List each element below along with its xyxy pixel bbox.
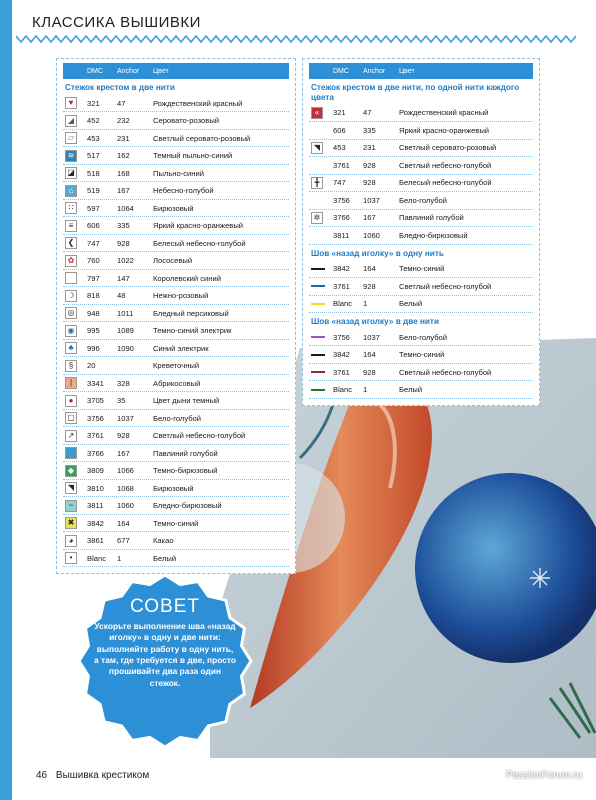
- table-header: [63, 63, 289, 79]
- anchor-code: 1037: [363, 332, 380, 342]
- anchor-code: 232: [117, 116, 130, 126]
- dmc-code: 3766: [333, 213, 350, 223]
- dmc-code: 3761: [333, 367, 350, 377]
- dmc-code: 948: [87, 308, 100, 318]
- page-header-title: КЛАССИКА ВЫШИВКИ: [32, 14, 201, 31]
- anchor-code: 1064: [117, 203, 134, 213]
- symbol-icon: ☽: [65, 290, 77, 302]
- dmc-code: 3842: [333, 264, 350, 274]
- color-name: Темно-синий: [399, 264, 445, 274]
- symbol-icon: ◆: [65, 465, 77, 477]
- symbol-icon: ▱: [65, 132, 77, 144]
- color-name: Цвет дыни темный: [153, 396, 220, 406]
- table-row: [63, 252, 289, 270]
- magazine-name: Вышивка крестиком: [55, 770, 150, 781]
- line-swatch-icon: [311, 336, 325, 338]
- color-name: Белый: [399, 299, 423, 309]
- color-name: Пыльно-синий: [153, 168, 204, 178]
- line-swatch-icon: [311, 371, 325, 373]
- dmc-code: 760: [87, 256, 100, 266]
- table-row: [63, 287, 289, 305]
- anchor-code: 1: [363, 385, 368, 395]
- table-row: [63, 130, 289, 148]
- table-row: [309, 261, 533, 279]
- anchor-code: 1: [363, 299, 368, 309]
- dmc-code: 818: [87, 291, 100, 301]
- table-header: [309, 63, 533, 79]
- dmc-code: 3766: [87, 448, 104, 458]
- color-name: Светлый серовато-розовый: [153, 133, 251, 143]
- column-color: Цвет: [399, 67, 415, 75]
- dmc-code: 321: [333, 108, 346, 118]
- symbol-icon: ~: [65, 500, 77, 512]
- symbol-icon: §: [65, 360, 77, 372]
- symbol-icon: ╋: [311, 177, 323, 189]
- color-name: Яркий красно-оранжевый: [399, 125, 490, 135]
- zigzag-divider: [16, 34, 576, 44]
- table-row: [309, 227, 533, 245]
- table-row: [309, 381, 533, 399]
- dmc-code: 995: [87, 326, 100, 336]
- dmc-code: Blanc: [333, 299, 352, 309]
- symbol-icon: ◪: [65, 167, 77, 179]
- color-name: Креветочный: [153, 361, 200, 371]
- column-dmc: DMC: [333, 67, 349, 75]
- dmc-code: 519: [87, 186, 100, 196]
- anchor-code: 1068: [117, 483, 134, 493]
- color-name: Белый: [153, 553, 177, 563]
- dmc-code: 606: [87, 221, 100, 231]
- dmc-code: 3761: [333, 160, 350, 170]
- table-row: [309, 329, 533, 347]
- table-row: [63, 217, 289, 235]
- symbol-icon: ◢: [65, 115, 77, 127]
- right-rows-backstitch-two: [309, 329, 533, 399]
- column-color: Цвет: [153, 67, 169, 75]
- table-row: [309, 157, 533, 175]
- symbol-icon: ♣: [65, 342, 77, 354]
- anchor-code: 168: [117, 168, 130, 178]
- advice-text: Ускорьте выполнение шва «назад иголку» в одну и две нити: выполняйте работу в одну нить, а там, где требуется в две, просто прошивайте два раза один стежок.: [94, 621, 236, 688]
- color-name: Темно-синий электрик: [153, 326, 232, 336]
- line-swatch-icon: [311, 303, 325, 305]
- symbol-icon: |: [65, 377, 77, 389]
- color-name: Нежно-розовый: [153, 291, 209, 301]
- table-row: [309, 175, 533, 193]
- table-row: [63, 480, 289, 498]
- table-row: [63, 147, 289, 165]
- dmc-code: 517: [87, 151, 100, 161]
- color-name: Павлиний голубой: [153, 448, 218, 458]
- symbol-icon: ▢: [65, 412, 77, 424]
- color-name: Темно-синий: [153, 518, 199, 528]
- color-name: Лососевый: [153, 256, 193, 266]
- section-title: Стежок крестом в две нити: [65, 83, 175, 92]
- page-number: 46: [36, 770, 48, 781]
- table-row: [309, 364, 533, 382]
- color-name: Синий электрик: [153, 343, 209, 353]
- anchor-code: 1089: [117, 326, 134, 336]
- dmc-code: 453: [333, 143, 346, 153]
- table-row: [63, 95, 289, 113]
- color-name: Темно-синий: [399, 350, 445, 360]
- table-row: [309, 122, 533, 140]
- right-rows-cross: [309, 105, 533, 245]
- anchor-code: 1090: [117, 343, 134, 353]
- table-row: [63, 340, 289, 358]
- anchor-code: 928: [363, 281, 376, 291]
- anchor-code: 164: [117, 518, 130, 528]
- table-row: [63, 392, 289, 410]
- symbol-icon: ●: [65, 395, 77, 407]
- anchor-code: 1: [117, 553, 122, 563]
- dmc-code: 321: [87, 98, 100, 108]
- color-name: Белый: [399, 385, 423, 395]
- symbol-icon: [65, 447, 77, 459]
- anchor-code: 167: [117, 186, 130, 196]
- anchor-code: 147: [117, 273, 130, 283]
- dmc-code: 747: [87, 238, 100, 248]
- color-name: Яркий красно-оранжевый: [153, 221, 244, 231]
- dmc-code: Blanc: [333, 385, 352, 395]
- table-row: [63, 322, 289, 340]
- table-row: [309, 210, 533, 228]
- anchor-code: 1037: [117, 413, 134, 423]
- color-name: Рождественский красный: [399, 108, 489, 118]
- dmc-code: 3861: [87, 536, 104, 546]
- table-row: [63, 445, 289, 463]
- anchor-code: 928: [363, 367, 376, 377]
- anchor-code: 328: [117, 378, 130, 388]
- color-name: Небесно-голубой: [153, 186, 214, 196]
- line-swatch-icon: [311, 285, 325, 287]
- section-title: Шов «назад иголку» в одну нить: [311, 248, 444, 258]
- anchor-code: 47: [117, 98, 126, 108]
- table-row: [63, 427, 289, 445]
- color-name: Абрикосовый: [153, 378, 201, 388]
- color-name: Павлиний голубой: [399, 213, 464, 223]
- dmc-code: 3811: [333, 230, 350, 240]
- table-row: [63, 532, 289, 550]
- right-rows-backstitch-one: [309, 261, 533, 314]
- symbol-icon: ❮: [65, 237, 77, 249]
- dmc-code: 3842: [87, 518, 104, 528]
- table-row: [309, 105, 533, 123]
- dmc-code: 20: [87, 361, 96, 371]
- dmc-code: 3810: [87, 483, 104, 493]
- anchor-code: 677: [117, 536, 130, 546]
- column-anchor: Anchor: [117, 67, 140, 75]
- symbol-icon: •: [65, 552, 77, 564]
- dmc-code: 3756: [333, 195, 350, 205]
- table-row: [63, 410, 289, 428]
- page-footer: [36, 770, 149, 781]
- anchor-code: 47: [363, 108, 372, 118]
- color-name: Какао: [153, 536, 174, 546]
- color-name: Темно-бирюзовый: [153, 466, 218, 476]
- color-name: Бледный персиковый: [153, 308, 229, 318]
- line-swatch-icon: [311, 268, 325, 270]
- symbol-icon: «: [311, 107, 323, 119]
- color-name: Темный пыльно-синий: [153, 151, 233, 161]
- symbol-icon: ∷: [65, 202, 77, 214]
- dmc-code: 3809: [87, 466, 104, 476]
- color-name: Светлый небесно-голубой: [399, 281, 492, 291]
- color-name: Бело-голубой: [399, 332, 448, 342]
- color-name: Серовато-розовый: [153, 116, 220, 126]
- table-row: [63, 270, 289, 288]
- color-name: Бирюзовый: [153, 203, 194, 213]
- table-row: [63, 357, 289, 375]
- symbol-icon: ✿: [65, 255, 77, 267]
- anchor-code: 928: [363, 160, 376, 170]
- advice-badge: [70, 566, 260, 756]
- anchor-code: 1060: [117, 501, 134, 511]
- table-row: [63, 462, 289, 480]
- anchor-code: 1022: [117, 256, 134, 266]
- anchor-code: 231: [117, 133, 130, 143]
- dmc-code: 3705: [87, 396, 104, 406]
- color-name: Королевский синий: [153, 273, 221, 283]
- table-row: [63, 375, 289, 393]
- dmc-code: 996: [87, 343, 100, 353]
- dmc-code: 518: [87, 168, 100, 178]
- line-swatch-icon: [311, 389, 325, 391]
- symbol-icon: ≋: [65, 150, 77, 162]
- anchor-code: 928: [363, 178, 376, 188]
- anchor-code: 1037: [363, 195, 380, 205]
- anchor-code: 164: [363, 350, 376, 360]
- section-title: Стежок крестом в две нити, по одной нити каждого цвета: [311, 83, 520, 102]
- advice-title: СОВЕТ: [129, 596, 201, 617]
- dmc-code: 3341: [87, 378, 104, 388]
- table-row: [63, 235, 289, 253]
- dmc-code: 453: [87, 133, 100, 143]
- anchor-code: 48: [117, 291, 126, 301]
- symbol-icon: ↗: [65, 430, 77, 442]
- anchor-code: 35: [117, 396, 126, 406]
- column-dmc: DMC: [87, 67, 103, 75]
- color-name: Бело-голубой: [153, 413, 202, 423]
- table-row: [63, 515, 289, 533]
- symbol-icon: [65, 272, 77, 284]
- color-name: Рождественский красный: [153, 98, 243, 108]
- symbol-icon: ◕: [65, 535, 77, 547]
- dmc-code: 3756: [333, 332, 350, 342]
- table-row: [309, 140, 533, 158]
- anchor-code: 167: [117, 448, 130, 458]
- table-row: [63, 200, 289, 218]
- anchor-code: 1060: [363, 230, 380, 240]
- left-color-strip: [0, 0, 12, 800]
- color-name: Светлый небесно-голубой: [399, 367, 492, 377]
- table-row: [63, 182, 289, 200]
- table-row: [309, 278, 533, 296]
- symbol-icon: ✲: [311, 212, 323, 224]
- dmc-code: 3761: [333, 281, 350, 291]
- color-name: Бледно-бирюзовый: [399, 230, 468, 240]
- table-row: [63, 550, 289, 568]
- color-name: Светлый серовато-розовый: [399, 143, 497, 153]
- anchor-code: 167: [363, 213, 376, 223]
- color-name: Светлый небесно-голубой: [153, 431, 246, 441]
- anchor-code: 928: [117, 238, 130, 248]
- color-name: Белесый небесно-голубой: [399, 178, 492, 188]
- anchor-code: 1066: [117, 466, 134, 476]
- color-name: Бледно-бирюзовый: [153, 501, 222, 511]
- symbol-icon: ◥: [311, 142, 323, 154]
- color-name: Бело-голубой: [399, 195, 448, 205]
- color-name: Белесый небесно-голубой: [153, 238, 246, 248]
- symbol-icon: ✖: [65, 517, 77, 529]
- section-title: Шов «назад иголку» в две нити: [311, 317, 439, 327]
- dmc-code: 3811: [87, 501, 104, 511]
- dmc-code: 3756: [87, 413, 104, 423]
- table-row: [63, 112, 289, 130]
- dmc-code: Blanc: [87, 553, 106, 563]
- dmc-code: 452: [87, 116, 100, 126]
- anchor-code: 164: [363, 264, 376, 274]
- anchor-code: 335: [363, 125, 376, 135]
- dmc-code: 3761: [87, 431, 104, 441]
- table-row: [309, 346, 533, 364]
- anchor-code: 1011: [117, 308, 134, 318]
- dmc-code: 606: [333, 125, 346, 135]
- dmc-code: 597: [87, 203, 100, 213]
- color-name: Светлый небесно-голубой: [399, 160, 492, 170]
- symbol-icon: ⌂: [65, 185, 77, 197]
- anchor-code: 162: [117, 151, 130, 161]
- left-rows: [63, 95, 289, 568]
- column-anchor: Anchor: [363, 67, 386, 75]
- symbol-icon: ◥: [65, 482, 77, 494]
- symbol-icon: ♥: [65, 97, 77, 109]
- color-name: Бирюзовый: [153, 483, 194, 493]
- dmc-code: 797: [87, 273, 100, 283]
- table-row: [309, 192, 533, 210]
- left-color-key-table: [56, 58, 296, 574]
- table-row: [63, 497, 289, 515]
- symbol-icon: ◉: [65, 325, 77, 337]
- dmc-code: 747: [333, 178, 346, 188]
- symbol-icon: ◎: [65, 307, 77, 319]
- anchor-code: 231: [363, 143, 376, 153]
- table-row: [63, 305, 289, 323]
- line-swatch-icon: [311, 354, 325, 356]
- table-row: [63, 165, 289, 183]
- anchor-code: 335: [117, 221, 130, 231]
- table-row: [309, 296, 533, 314]
- right-color-key-table: [302, 58, 540, 406]
- watermark: PassionForum.ru: [505, 770, 582, 781]
- symbol-icon: ≡: [65, 220, 77, 232]
- dmc-code: 3842: [333, 350, 350, 360]
- anchor-code: 928: [117, 431, 130, 441]
